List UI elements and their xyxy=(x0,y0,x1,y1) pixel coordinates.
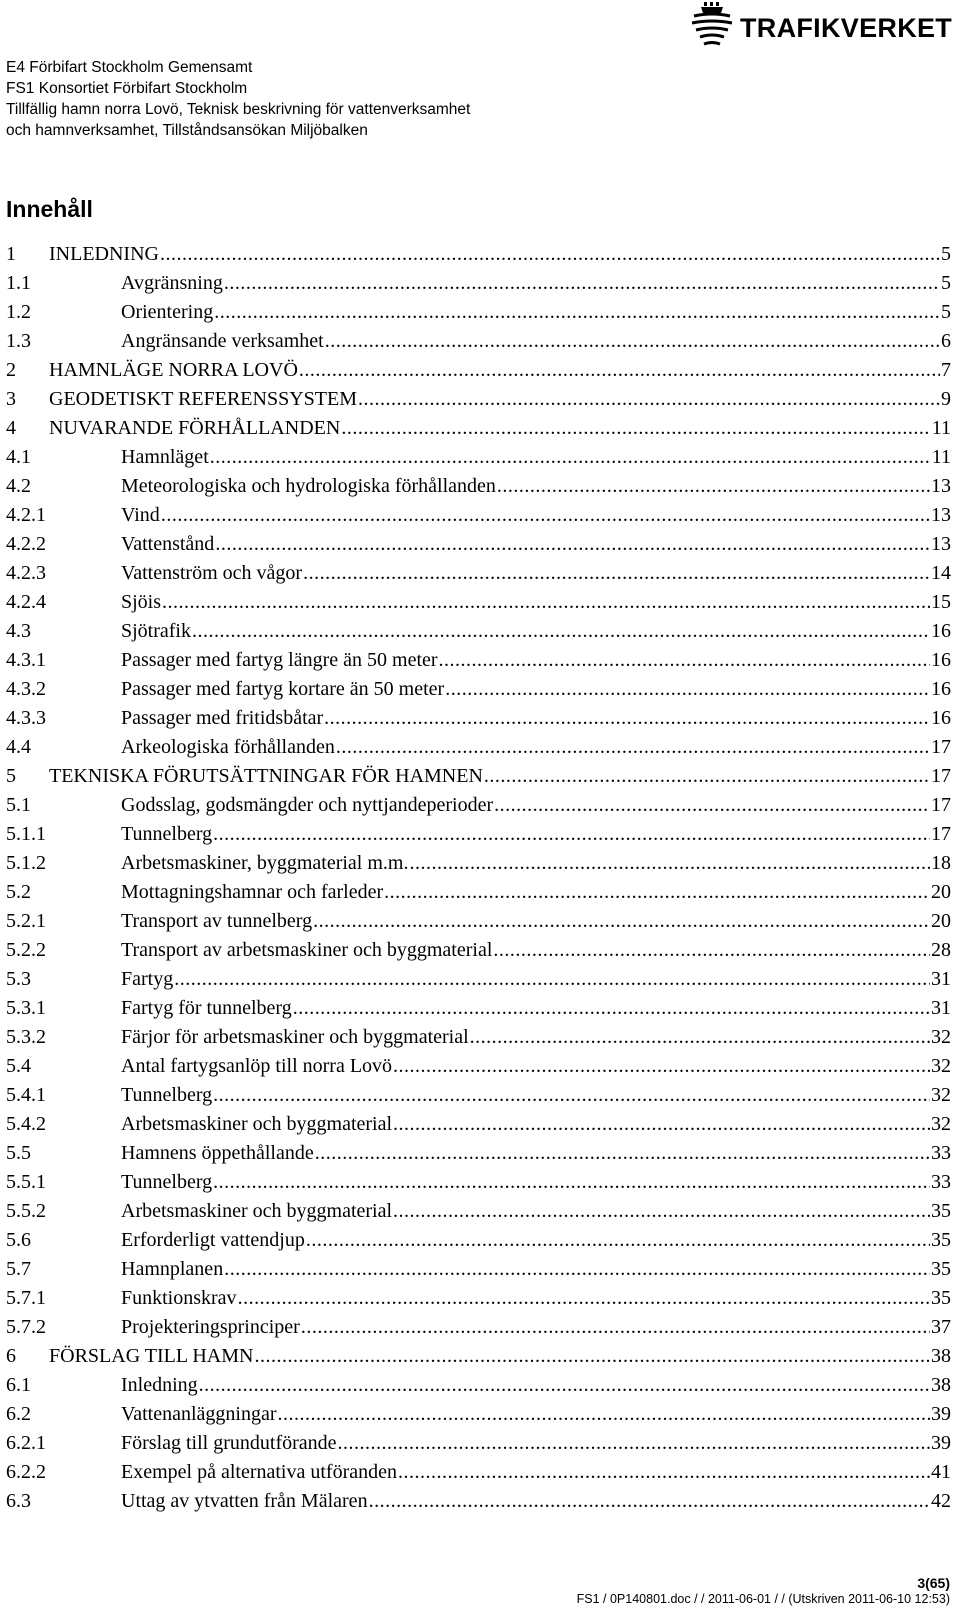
toc-entry-page: 16 xyxy=(931,678,951,700)
toc-leader-dots xyxy=(409,849,930,878)
toc-entry-page: 39 xyxy=(931,1432,951,1454)
toc-leader-dots xyxy=(213,1081,930,1110)
toc-leader-dots xyxy=(341,414,930,443)
toc-leader-dots xyxy=(336,733,930,762)
toc-entry-number: 4.4 xyxy=(6,736,31,758)
toc-entry-number: 6.3 xyxy=(6,1490,31,1512)
toc-entry-page: 38 xyxy=(931,1345,951,1367)
toc-entry[interactable] xyxy=(6,617,951,646)
toc-entry[interactable] xyxy=(6,994,951,1023)
toc-entry-number: 5.7.1 xyxy=(6,1287,46,1309)
toc-entry-number: 4.1 xyxy=(6,446,31,468)
toc-entry-title: Vattenanläggningar xyxy=(121,1403,277,1425)
header-line: Tillfällig hamn norra Lovö, Teknisk beskrivning för vattenverksamhet xyxy=(6,101,471,118)
toc-entry[interactable] xyxy=(6,385,951,414)
toc-entry-title: Fartyg xyxy=(121,968,174,990)
toc-entry-number: 4.3.1 xyxy=(6,649,46,671)
toc-entry-title: Fartyg för tunnelberg xyxy=(121,997,292,1019)
toc-leader-dots xyxy=(315,1139,930,1168)
toc-heading: Innehåll xyxy=(6,196,93,222)
toc-entry-page: 5 xyxy=(941,301,951,323)
toc-entry-number: 5.3 xyxy=(6,968,31,990)
toc-entry-title: Tunnelberg xyxy=(121,1084,213,1106)
toc-leader-dots xyxy=(445,675,930,704)
toc-entry-number: 5.5 xyxy=(6,1142,31,1164)
toc-entry[interactable] xyxy=(6,1458,951,1487)
toc-leader-dots xyxy=(358,385,940,414)
toc-entry-number: 5.4 xyxy=(6,1055,31,1077)
toc-entry[interactable] xyxy=(6,1052,951,1081)
toc-entry-title: Antal fartygsanlöp till norra Lovö xyxy=(121,1055,393,1077)
toc-entry-title: Angränsande verksamhet xyxy=(121,330,324,352)
toc-entry-page: 9 xyxy=(941,388,951,410)
toc-entry-page: 37 xyxy=(931,1316,951,1338)
toc-leader-dots xyxy=(224,269,940,298)
toc-leader-dots xyxy=(213,1168,930,1197)
toc-entry-number: 6 xyxy=(6,1345,16,1367)
toc-entry[interactable] xyxy=(6,1400,951,1429)
toc-entry-number: 1.1 xyxy=(6,272,31,294)
toc-entry-number: 6.2.2 xyxy=(6,1461,46,1483)
toc-entry-number: 4.2.3 xyxy=(6,562,46,584)
header-line: och hamnverksamhet, Tillståndsansökan Miljöbalken xyxy=(6,122,368,139)
toc-entry[interactable] xyxy=(6,1284,951,1313)
toc-entry-number: 4.2.2 xyxy=(6,533,46,555)
toc-entry-title: Vattenström och vågor xyxy=(121,562,303,584)
toc-entry-page: 17 xyxy=(931,736,951,758)
header-line: FS1 Konsortiet Förbifart Stockholm xyxy=(6,80,248,97)
toc-entry[interactable] xyxy=(6,298,951,327)
toc-entry-number: 6.2.1 xyxy=(6,1432,46,1454)
toc-entry[interactable] xyxy=(6,501,951,530)
toc-entry-number: 5.1.1 xyxy=(6,823,46,845)
toc-entry-number: 5.2.2 xyxy=(6,939,46,961)
toc-entry[interactable] xyxy=(6,559,951,588)
toc-leader-dots xyxy=(393,1110,930,1139)
toc-leader-dots xyxy=(293,994,930,1023)
toc-entry[interactable] xyxy=(6,936,951,965)
toc-entry-number: 5.7.2 xyxy=(6,1316,46,1338)
toc-entry[interactable] xyxy=(6,762,951,791)
toc-entry-title: Avgränsning xyxy=(121,272,223,294)
toc-entry[interactable] xyxy=(6,849,951,878)
toc-entry-page: 32 xyxy=(931,1084,951,1106)
toc-entry-title: Arbetsmaskiner och byggmaterial xyxy=(121,1113,393,1135)
toc-entry[interactable] xyxy=(6,1487,951,1516)
toc-entry[interactable] xyxy=(6,1371,951,1400)
toc-leader-dots xyxy=(174,965,930,994)
toc-entry-title: GEODETISKT REFERENSSYSTEM xyxy=(49,388,357,410)
toc-leader-dots xyxy=(192,617,930,646)
toc-entry-title: Projekteringsprinciper xyxy=(121,1316,300,1338)
toc-entry[interactable] xyxy=(6,327,951,356)
toc-entry-title: HAMNLÄGE NORRA LOVÖ xyxy=(49,359,298,381)
header-line: E4 Förbifart Stockholm Gemensamt xyxy=(6,59,253,76)
toc-entry-title: Hamnens öppethållande xyxy=(121,1142,314,1164)
toc-entry-number: 5.1.2 xyxy=(6,852,46,874)
toc-leader-dots xyxy=(224,1255,930,1284)
page-number: 3(65) xyxy=(917,1575,950,1591)
toc-leader-dots xyxy=(301,1313,930,1342)
toc-leader-dots xyxy=(338,1429,930,1458)
toc-entry-number: 5.3.1 xyxy=(6,997,46,1019)
toc-entry-number: 5 xyxy=(6,765,16,787)
toc-leader-dots xyxy=(393,1052,930,1081)
toc-entry[interactable] xyxy=(6,1023,951,1052)
toc-entry-title: Erforderligt vattendjup xyxy=(121,1229,305,1251)
toc-entry-page: 39 xyxy=(931,1403,951,1425)
toc-entry-title: Passager med fartyg längre än 50 meter xyxy=(121,649,438,671)
toc-entry-title: Mottagningshamnar och farleder xyxy=(121,881,384,903)
toc-leader-dots xyxy=(313,907,930,936)
toc-entry[interactable] xyxy=(6,675,951,704)
toc-entry-title: Meteorologiska och hydrologiska förhållanden xyxy=(121,475,496,497)
toc-leader-dots xyxy=(199,1371,930,1400)
toc-entry[interactable] xyxy=(6,907,951,936)
toc-entry-page: 16 xyxy=(931,707,951,729)
toc-entry-page: 28 xyxy=(931,939,951,961)
toc-entry-number: 2 xyxy=(6,359,16,381)
toc-entry-number: 5.2.1 xyxy=(6,910,46,932)
toc-entry[interactable] xyxy=(6,704,951,733)
toc-leader-dots xyxy=(398,1458,930,1487)
toc-entry-number: 5.5.1 xyxy=(6,1171,46,1193)
toc-leader-dots xyxy=(493,936,930,965)
toc-leader-dots xyxy=(278,1400,931,1429)
toc-entry-page: 42 xyxy=(931,1490,951,1512)
toc-entry-number: 5.4.2 xyxy=(6,1113,46,1135)
toc-entry-number: 5.4.1 xyxy=(6,1084,46,1106)
toc-leader-dots xyxy=(162,588,930,617)
toc-entry-title: Vind xyxy=(121,504,160,526)
trafikverket-logo xyxy=(690,2,960,54)
toc-entry-page: 7 xyxy=(941,359,951,381)
toc-entry[interactable] xyxy=(6,878,951,907)
toc-entry[interactable] xyxy=(6,414,951,443)
toc-entry-number: 5.5.2 xyxy=(6,1200,46,1222)
toc-entry-number: 5.1 xyxy=(6,794,31,816)
toc-leader-dots xyxy=(325,327,940,356)
toc-entry-number: 6.2 xyxy=(6,1403,31,1425)
toc-entry[interactable] xyxy=(6,530,951,559)
toc-entry-page: 33 xyxy=(931,1171,951,1193)
toc-entry-number: 4.2.1 xyxy=(6,504,46,526)
toc-entry-title: NUVARANDE FÖRHÅLLANDEN xyxy=(49,417,341,439)
toc-entry[interactable] xyxy=(6,1255,951,1284)
toc-entry-title: Arbetsmaskiner, byggmaterial m.m. xyxy=(121,852,409,874)
toc-leader-dots xyxy=(369,1487,930,1516)
crown-emblem-icon xyxy=(690,2,734,52)
toc-entry[interactable] xyxy=(6,1226,951,1255)
toc-entry-title: Tunnelberg xyxy=(121,1171,213,1193)
toc-entry-page: 13 xyxy=(931,504,951,526)
toc-entry-number: 4.2 xyxy=(6,475,31,497)
toc-leader-dots xyxy=(393,1197,930,1226)
logo-wordmark: TRAFIKVERKET xyxy=(740,13,953,43)
toc-entry-page: 35 xyxy=(931,1200,951,1222)
toc-entry-page: 13 xyxy=(931,475,951,497)
toc-leader-dots xyxy=(214,298,940,327)
toc-entry-page: 41 xyxy=(931,1461,951,1483)
toc-entry-page: 11 xyxy=(931,417,951,439)
toc-entry-title: Passager med fartyg kortare än 50 meter xyxy=(121,678,445,700)
toc-entry-page: 11 xyxy=(931,446,951,468)
toc-entry-title: Tunnelberg xyxy=(121,823,213,845)
toc-entry-page: 31 xyxy=(931,968,951,990)
toc-entry-number: 5.2 xyxy=(6,881,31,903)
toc-entry[interactable] xyxy=(6,269,951,298)
toc-entry-page: 32 xyxy=(931,1113,951,1135)
toc-entry-page: 5 xyxy=(941,272,951,294)
toc-entry-number: 1 xyxy=(6,243,16,265)
toc-entry-page: 20 xyxy=(931,910,951,932)
toc-entry[interactable] xyxy=(6,1313,951,1342)
toc-entry-page: 35 xyxy=(931,1229,951,1251)
toc-entry-number: 6.1 xyxy=(6,1374,31,1396)
toc-entry-page: 33 xyxy=(931,1142,951,1164)
toc-entry-title: Funktionskrav xyxy=(121,1287,237,1309)
toc-entry-number: 1.3 xyxy=(6,330,31,352)
toc-entry-page: 13 xyxy=(931,533,951,555)
toc-entry-title: Inledning xyxy=(121,1374,198,1396)
toc-leader-dots xyxy=(439,646,930,675)
toc-entry-page: 17 xyxy=(931,823,951,845)
toc-entry-title: Arbetsmaskiner och byggmaterial xyxy=(121,1200,393,1222)
toc-leader-dots xyxy=(306,1226,930,1255)
toc-entry[interactable] xyxy=(6,1429,951,1458)
toc-entry[interactable] xyxy=(6,443,951,472)
toc-leader-dots xyxy=(303,559,930,588)
toc-entry[interactable] xyxy=(6,1168,951,1197)
toc-entry[interactable] xyxy=(6,965,951,994)
toc-entry-title: Vattenstånd xyxy=(121,533,215,555)
toc-leader-dots xyxy=(238,1284,930,1313)
toc-entry[interactable] xyxy=(6,1342,951,1371)
toc-entry-page: 38 xyxy=(931,1374,951,1396)
toc-entry-number: 5.7 xyxy=(6,1258,31,1280)
toc-entry-title: Sjötrafik xyxy=(121,620,191,642)
toc-entry-title: FÖRSLAG TILL HAMN xyxy=(49,1345,254,1367)
toc-entry-title: Sjöis xyxy=(121,591,162,613)
toc-entry-title: Orientering xyxy=(121,301,214,323)
toc-entry-page: 16 xyxy=(931,620,951,642)
toc-entry-page: 35 xyxy=(931,1287,951,1309)
toc-entry-number: 4.3 xyxy=(6,620,31,642)
toc-leader-dots xyxy=(254,1342,930,1371)
toc-entry-page: 35 xyxy=(931,1258,951,1280)
toc-entry-page: 5 xyxy=(941,243,951,265)
toc-entry-title: Uttag av ytvatten från Mälaren xyxy=(121,1490,368,1512)
toc-leader-dots xyxy=(215,530,930,559)
toc-entry-page: 6 xyxy=(941,330,951,352)
toc-entry[interactable] xyxy=(6,791,951,820)
toc-entry[interactable] xyxy=(6,646,951,675)
toc-entry-title: INLEDNING xyxy=(49,243,159,265)
toc-entry-page: 16 xyxy=(931,649,951,671)
toc-entry[interactable] xyxy=(6,1081,951,1110)
toc-entry[interactable] xyxy=(6,472,951,501)
toc-entry-title: Exempel på alternativa utföranden xyxy=(121,1461,397,1483)
toc-entry-page: 17 xyxy=(931,765,951,787)
toc-leader-dots xyxy=(484,762,930,791)
toc-entry-page: 20 xyxy=(931,881,951,903)
toc-entry-page: 17 xyxy=(931,794,951,816)
toc-entry-title: TEKNISKA FÖRUTSÄTTNINGAR FÖR HAMNEN xyxy=(49,765,483,787)
toc-entry-number: 5.3.2 xyxy=(6,1026,46,1048)
toc-leader-dots xyxy=(213,820,930,849)
toc-entry-title: Transport av arbetsmaskiner och byggmaterial xyxy=(121,939,493,961)
toc-leader-dots xyxy=(470,1023,930,1052)
toc-entry-title: Färjor för arbetsmaskiner och byggmaterial xyxy=(121,1026,469,1048)
toc-entry[interactable] xyxy=(6,1139,951,1168)
toc-leader-dots xyxy=(497,472,930,501)
toc-entry-number: 4.3.2 xyxy=(6,678,46,700)
toc-leader-dots xyxy=(384,878,930,907)
toc-entry-page: 32 xyxy=(931,1026,951,1048)
toc-entry-title: Hamnplanen xyxy=(121,1258,224,1280)
toc-entry-page: 18 xyxy=(931,852,951,874)
document-header xyxy=(6,57,470,141)
toc-entry-page: 14 xyxy=(931,562,951,584)
toc-leader-dots xyxy=(160,240,940,269)
toc-entry[interactable] xyxy=(6,356,951,385)
toc-entry-page: 32 xyxy=(931,1055,951,1077)
toc-entry-number: 4 xyxy=(6,417,16,439)
toc-entry[interactable] xyxy=(6,240,951,269)
toc-entry-number: 5.6 xyxy=(6,1229,31,1251)
toc-entry-title: Passager med fritidsbåtar xyxy=(121,707,324,729)
toc-entry-number: 1.2 xyxy=(6,301,31,323)
toc-entry-title: Arkeologiska förhållanden xyxy=(121,736,335,758)
toc-leader-dots xyxy=(161,501,930,530)
toc-entry-title: Förslag till grundutförande xyxy=(121,1432,337,1454)
toc-leader-dots xyxy=(299,356,940,385)
toc-entry-page: 31 xyxy=(931,997,951,1019)
table-of-contents xyxy=(6,240,951,1516)
toc-entry[interactable] xyxy=(6,1197,951,1226)
toc-entry-number: 4.2.4 xyxy=(6,591,46,613)
toc-entry-title: Godsslag, godsmängder och nyttjandeperioder xyxy=(121,794,494,816)
toc-leader-dots xyxy=(324,704,930,733)
toc-entry-page: 15 xyxy=(931,591,951,613)
toc-entry-number: 3 xyxy=(6,388,16,410)
toc-entry[interactable] xyxy=(6,820,951,849)
toc-entry[interactable] xyxy=(6,1110,951,1139)
toc-entry[interactable] xyxy=(6,588,951,617)
toc-entry-title: Transport av tunnelberg xyxy=(121,910,313,932)
toc-entry[interactable] xyxy=(6,733,951,762)
toc-entry-title: Hamnläget xyxy=(121,446,209,468)
document-meta: FS1 / 0P140801.doc / / 2011-06-01 / / (Utskriven 2011-06-10 12:53) xyxy=(576,1592,950,1606)
toc-entry-number: 4.3.3 xyxy=(6,707,46,729)
toc-leader-dots xyxy=(494,791,930,820)
toc-leader-dots xyxy=(210,443,931,472)
